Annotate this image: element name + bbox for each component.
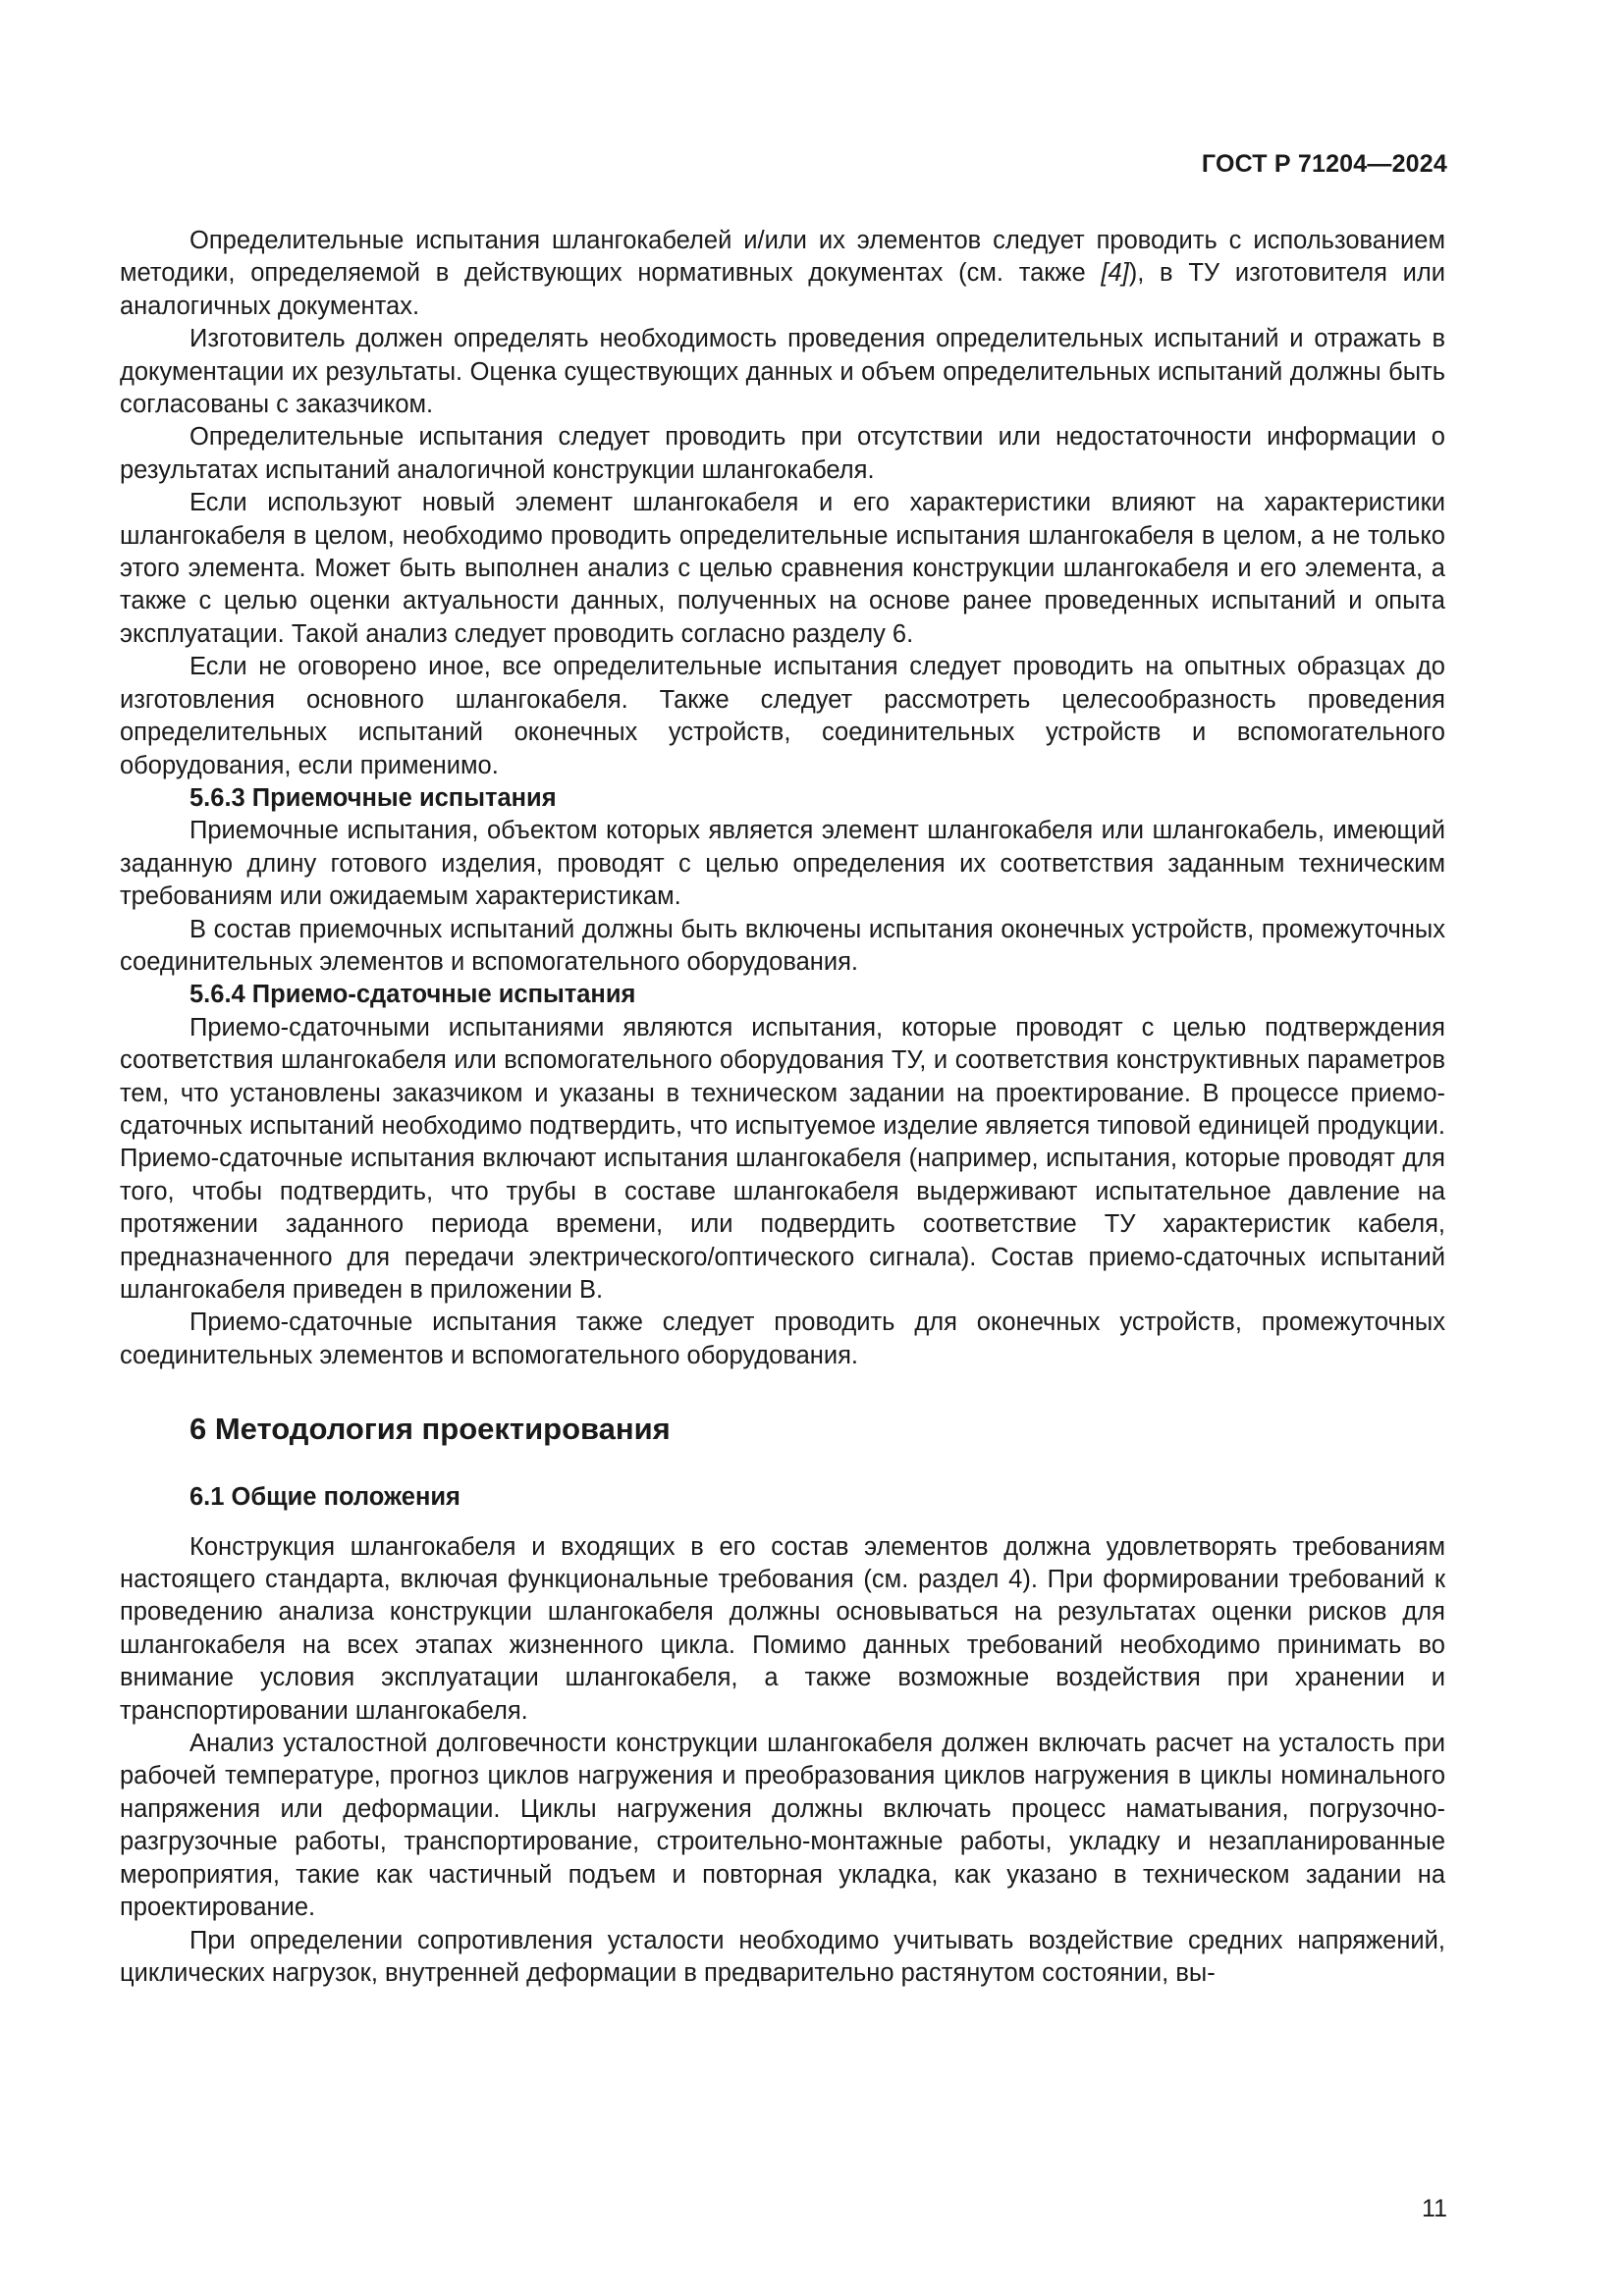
paragraph: При определении сопротивления усталости необходимо учитывать воздействие средних напряжений, циклических нагрузок, внутренней деформации в предварительно растянутом состоянии, вы- — [120, 1926, 1445, 1987]
paragraph: Конструкция шлангокабеля и входящих в его состав элементов должна удовлетворять требованиям настоящего стандарта, включая функциональные требования (см. раздел 4). При формировании требований к проведению анализа конструкции шлангокабеля должны основываться на результатах оценки рисков для шлангокабеля на всех этапах жизненного цикла. Помимо данных требований необходимо принимать во внимание условия эксплуатации шлангокабеля, а также возможные воздействия при хранении и транспортировании шлангокабеля. — [120, 1532, 1445, 1725]
paragraph: Если не оговорено иное, все определительные испытания следует проводить на опытных образцах до изготовления основного шлангокабеля. Также следует рассмотреть целесообразность проведения определительных испытаний оконечных устройств, соединительных устройств и вспомогательного оборудования, если применимо. — [120, 653, 1445, 779]
paragraph: Определительные испытания следует проводить при отсутствии или недостаточности информации о результатах испытаний аналогичной конструкции шлангокабеля. — [120, 423, 1445, 484]
document-code: ГОСТ Р 71204—2024 — [1201, 150, 1447, 178]
page-body — [120, 225, 1445, 1990]
paragraph: Приемо-сдаточными испытаниями являются испытания, которые проводят с целью подтверждения соответствия шлангокабеля или вспомогательного оборудования ТУ, и соответствия конструктивных параметров тем, что установлены заказчиком и указаны в техническом задании на проектирование. В процессе приемо-сдаточных испытаний необходимо подтвердить, что испытуемое изделие является типовой единицей продукции. Приемо-сдаточные испытания включают испытания шлангокабеля (например, испытания, которые проводят для того, чтобы подтвердить, что трубы в составе шлангокабеля выдерживают испытательное давление на протяжении заданного периода времени, или подвердить соответствие ТУ характеристик кабеля, предназначенного для передачи электрического/оптического сигнала). Состав приемо-сдаточных испытаний шлангокабеля приведен в приложении В. — [120, 1013, 1445, 1304]
paragraph: Приемочные испытания, объектом которых является элемент шлангокабеля или шлангокабель, имеющий заданную длину готового изделия, проводят с целью определения их соответствия заданным техническим требованиям или ожидаемым характеристикам. — [120, 817, 1445, 911]
paragraph — [120, 225, 1445, 323]
paragraph: В состав приемочных испытаний должны быть включены испытания оконечных устройств, промежуточных соединительных элементов и вспомогательного оборудования. — [120, 915, 1445, 976]
subsection-heading-6-1: 6.1 Общие положения — [189, 1483, 460, 1512]
paragraph: Если используют новый элемент шлангокабеля и его характеристики влияют на характеристики шлангокабеля в целом, необходимо проводить определительные испытания шлангокабеля в целом, а не только этого элемента. Может быть выполнен анализ с целью сравнения конструкции шлангокабеля и его элемента, а также с целью оценки актуальности данных, полученных на основе ранее проведенных испытаний и опыта эксплуатации. Такой анализ следует проводить согласно разделу 6. — [120, 489, 1445, 648]
paragraph: Приемо-сдаточные испытания также следует проводить для оконечных устройств, промежуточных соединительных элементов и вспомогательного оборудования. — [120, 1308, 1445, 1369]
paragraph: Изготовитель должен определять необходимость проведения определительных испытаний и отражать в документации их результаты. Оценка существующих данных и объем определительных испытаний должны быть согласованы с заказчиком. — [120, 325, 1445, 419]
page-number: 11 — [1422, 2195, 1447, 2222]
reference-link: [4] — [1101, 259, 1129, 288]
subsection-heading-5-6-3: 5.6.3 Приемочные испытания — [189, 783, 557, 812]
paragraph: Анализ усталостной долговечности конструкции шлангокабеля должен включать расчет на усталость при рабочей температуре, прогноз циклов нагружения и преобразования циклов нагружения в циклы номинального напряжения или деформации. Циклы нагружения должны включать процесс наматывания, погрузочно-разгрузочные работы, транспортирование, строительно-монтажные работы, укладку и незапланированные мероприятия, такие как частичный подъем и повторная укладка, как указано в техническом задании на проектирование. — [120, 1730, 1445, 1922]
paragraph-text-tail: ), в ТУ изготовителя или аналогичных документах. — [120, 259, 1445, 320]
subsection-heading-5-6-4: 5.6.4 Приемо-сдаточные испытания — [189, 981, 636, 1009]
section-heading-6: 6 Методология проектирования — [189, 1412, 671, 1447]
paragraph-text: Определительные испытания шлангокабелей и/или их элементов следует проводить с использованием методики, определяемой в действующих нормативных документах (см. также — [120, 227, 1445, 288]
